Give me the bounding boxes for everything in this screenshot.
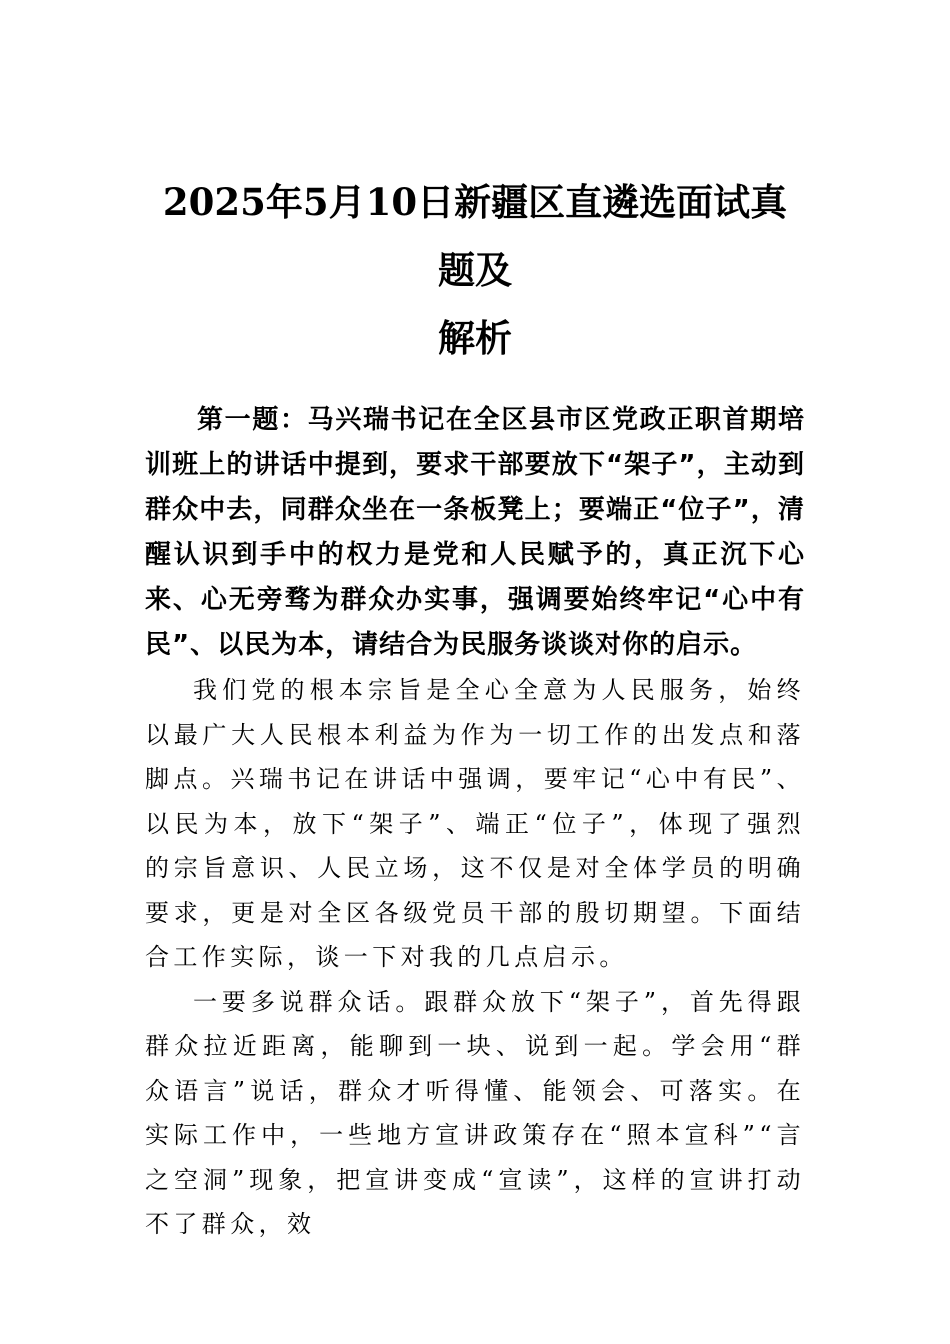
- question-paragraph: 第一题：马兴瑞书记在全区县市区党政正职首期培训班上的讲话中提到，要求干部要放下“架子”，主动到群众中去，同群众坐在一条板凳上；要端正“位子”，清醒认识到手中的权力是党和人民赋予的，真正沉下心来、心无旁骛为群众办实事，强调要始终牢记“心中有民”、以民为本，请结合为民服务谈谈对你的启示。: [145, 405, 805, 660]
- document-body: [145, 398, 805, 1247]
- document-title: [145, 168, 805, 372]
- title-line-2: 解析: [438, 316, 512, 360]
- answer-point-1-paragraph: 一要多说群众话。跟群众放下“架子”，首先得跟群众拉近距离，能聊到一块、说到一起。学会用“群众语言”说话，群众才听得懂、能领会、可落实。在实际工作中，一些地方宣讲政策存在“照本宣科”“言之空洞”现象，把宣讲变成“宣读”，这样的宣讲打动不了群众，效: [145, 987, 805, 1238]
- title-line-1: 2025年5月10日新疆区直遴选面试真题及: [162, 180, 788, 292]
- answer-intro-paragraph: 我们党的根本宗旨是全心全意为人民服务，始终以最广大人民根本利益为作为一切工作的出发点和落脚点。兴瑞书记在讲话中强调，要牢记“心中有民”、以民为本，放下“架子”、端正“位子”，体现了强烈的宗旨意识、人民立场，这不仅是对全体学员的明确要求，更是对全区各级党员干部的殷切期望。下面结合工作实际，谈一下对我的几点启示。: [145, 676, 805, 971]
